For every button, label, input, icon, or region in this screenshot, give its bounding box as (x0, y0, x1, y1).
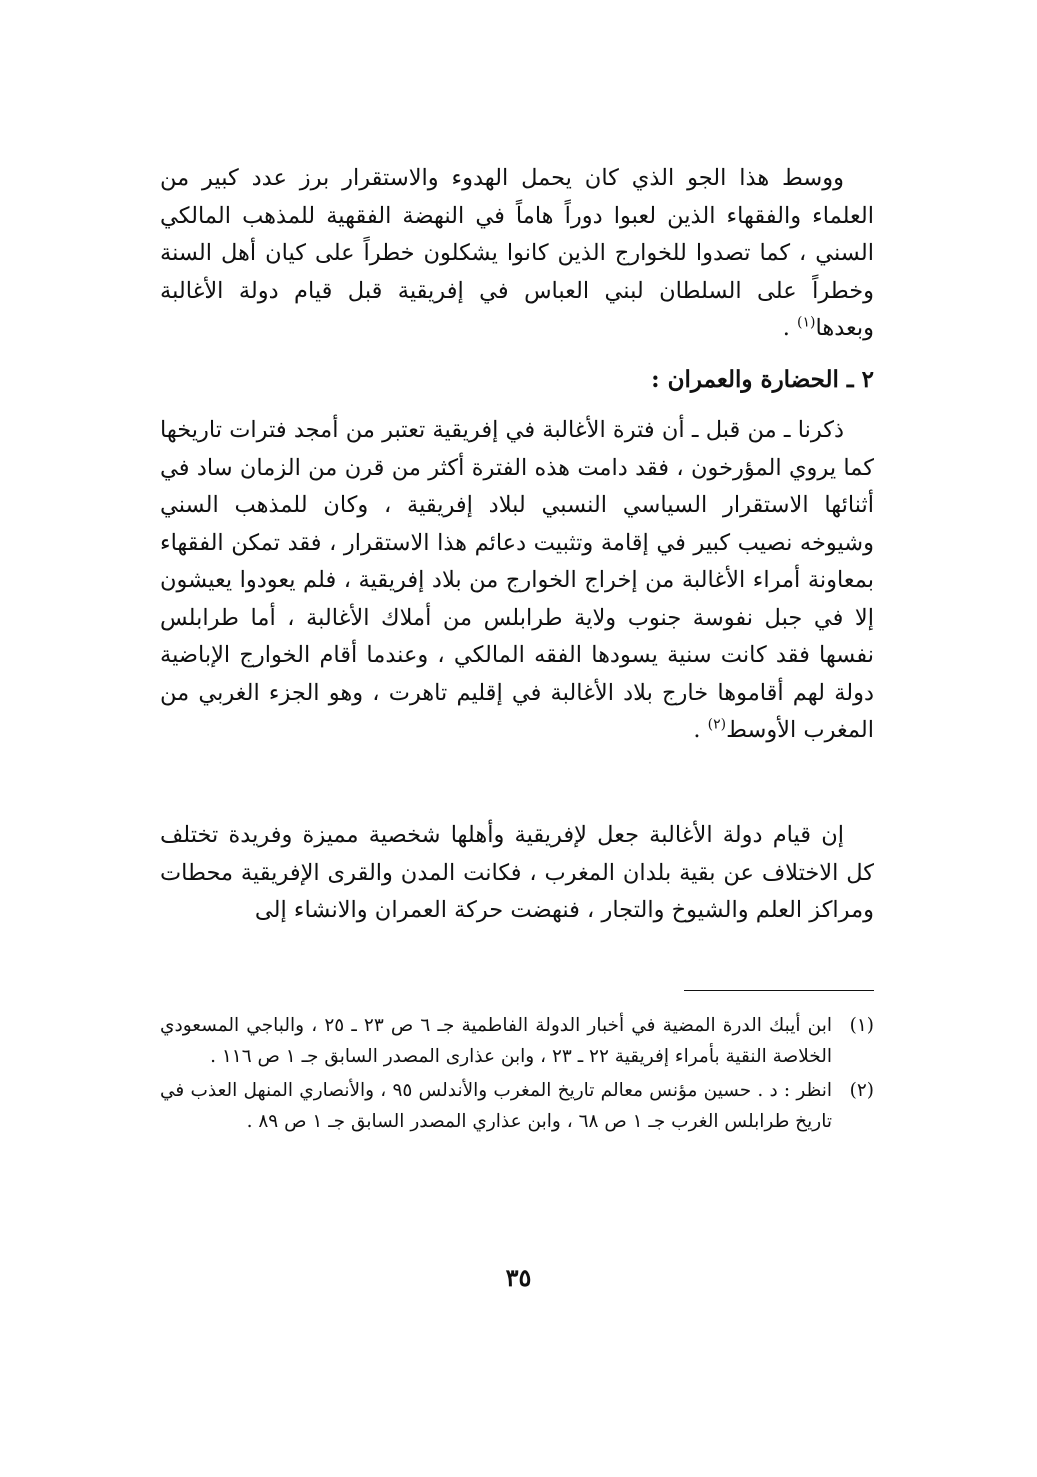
paragraph-3: إن قيام دولة الأغالبة جعل لإفريقية وأهلها شخصية مميزة وفريدة تختلف كل الاختلاف عن بقية بلدان المغرب ، فكانت المدن والقرى الإفريقية محطات ومراكز العلم والشيوخ والتجار ، فنهضت حركة العمران والانشاء إلى (160, 822, 874, 923)
paragraph-1-end: . (782, 315, 798, 341)
footnote-1-number: (١) (849, 1015, 874, 1036)
paragraph-2-end: . (693, 717, 708, 743)
page-number: ٣٥ (505, 1263, 532, 1292)
footnote-2-number: (٢) (849, 1080, 874, 1101)
paragraph-1 (160, 160, 874, 348)
paragraph-2 (160, 412, 874, 750)
footnote-2 (160, 1075, 874, 1137)
footnote-2-text: انظر : د . حسين مؤنس معالم تاريخ المغرب والأندلس ٩٥ ، والأنصاري المنهل العذب في تاريخ طرابلس الغرب جـ ١ ص ٦٨ ، وابن عذاري المصدر السابق جـ ١ ص ٨٩ . (160, 1080, 832, 1132)
section-heading: ٢ ـ الحضارة والعمران : (651, 366, 874, 393)
footnote-divider (684, 990, 874, 991)
footnote-ref-1[interactable]: (١) (797, 314, 816, 331)
paragraph-2-text: ذكرنا ـ من قبل ـ أن فترة الأغالبة في إفريقية تعتبر من أمجد فترات تاريخها كما يروي المؤرخون ، فقد دامت هذه الفترة أكثر من قرن من الزمان ساد في أثنائها الاستقرار السياسي النسبي لبلاد إفريقية ، وكان للمذهب السني وشيوخه نصيب كبير في إقامة وتثبيت دعائم هذا الاستقرار ، فقد تمكن الفقهاء بمعاونة أمراء الأغالبة من إخراج الخوارج من بلاد إفريقية ، فلم يعودوا يعيشون إلا في جبل نفوسة جنوب ولاية طرابلس من أملاك الأغالبة ، أما طرابلس نفسها فقد كانت سنية يسودها الفقه المالكي ، وعندما أقام الخوارج الإباضية دولة لهم أقاموها خارج بلاد الأغالبة في إقليم تاهرت ، وهو الجزء الغربي من المغرب الأوسط (160, 417, 874, 743)
footnote-1-text: ابن أيبك الدرة المضية في أخبار الدولة الفاطمية جـ ٦ ص ٢٣ ـ ٢٥ ، والباجي المسعودي الخلاصة النقية بأمراء إفريقية ٢٢ ـ ٢٣ ، وابن عذارى المصدر السابق جـ ١ ص ١١٦ . (160, 1015, 832, 1067)
footnote-ref-2[interactable]: (٢) (707, 716, 727, 733)
footnotes-section (160, 1010, 874, 1140)
footnote-1 (160, 1010, 874, 1072)
paragraph-1-text: ووسط هذا الجو الذي كان يحمل الهدوء والاستقرار برز عدد كبير من العلماء والفقهاء الذين لعبوا دوراً هاماً في النهضة الفقهية للمذهب المالكي السني ، كما تصدوا للخوارج الذين كانوا يشكلون خطراً على كيان أهل السنة وخطراً على السلطان لبني العباس في إفريقية قبل قيام دولة الأغالبة وبعدها (160, 165, 874, 341)
